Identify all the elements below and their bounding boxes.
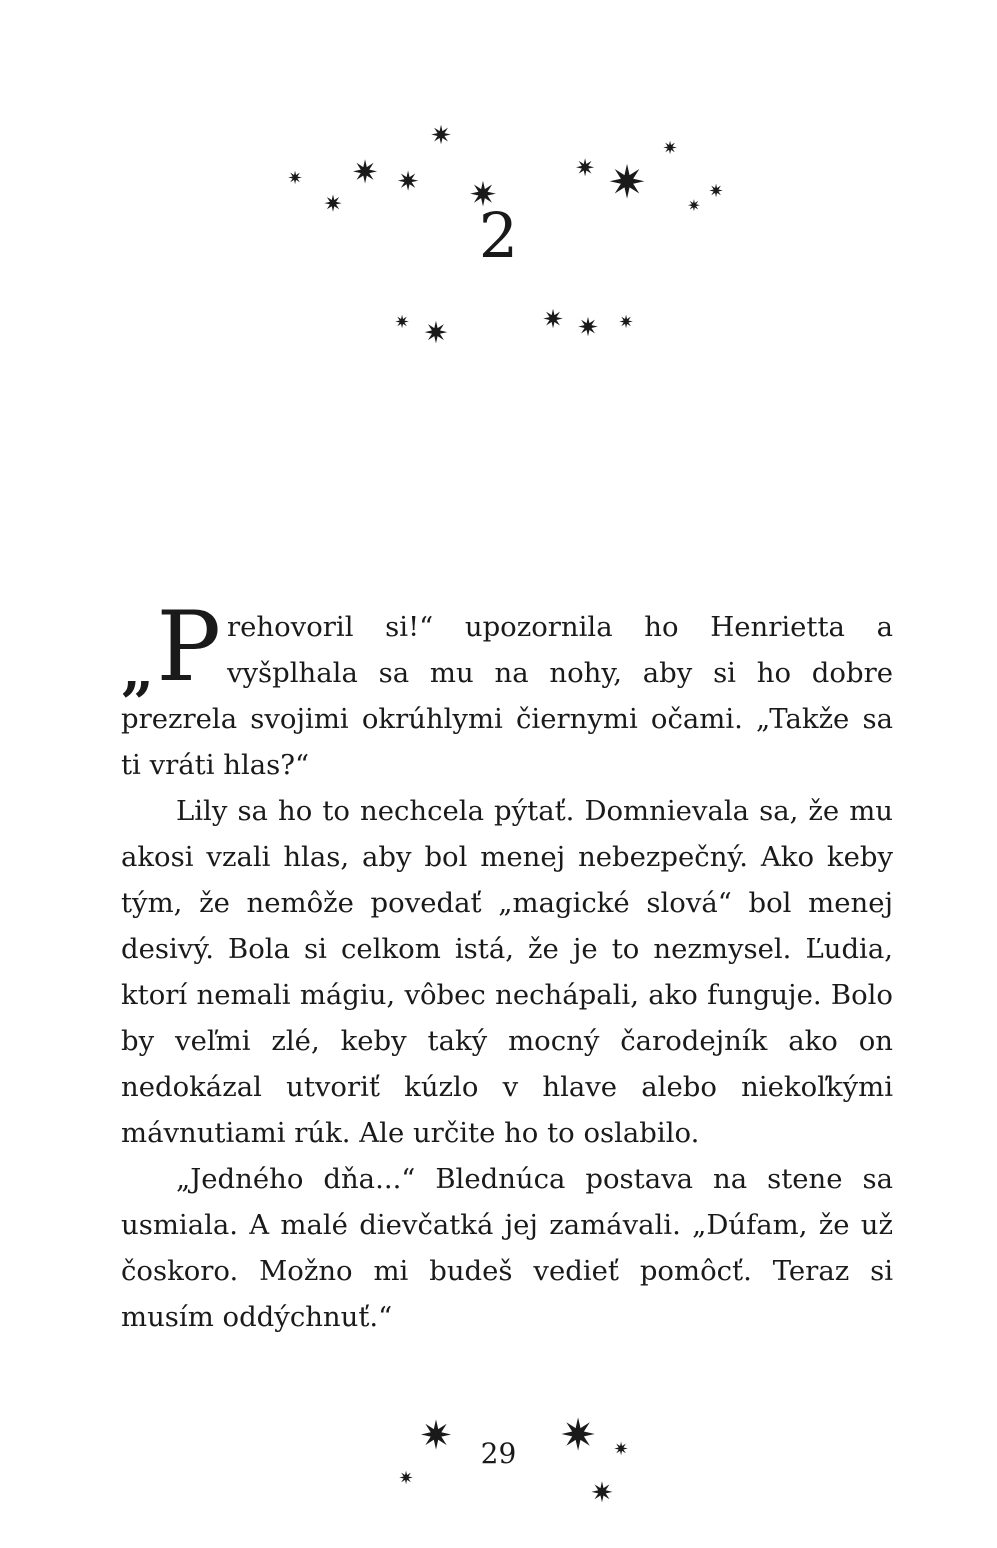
paragraph: [121, 591, 893, 788]
star-icon: ✷: [607, 155, 647, 209]
paragraph-text: rehovoril si!“ upozornila ho Henrietta a vyšplhala sa mu na nohy, aby si ho dobre prezrela svojimi okrúhlymi čiernymi očami. „Takže sa ti vráti hlas?“: [121, 611, 893, 781]
star-icon: ✷: [423, 316, 449, 351]
star-icon: ✷: [468, 175, 498, 215]
star-icon: ✷: [287, 168, 303, 189]
star-icon: ✷: [398, 1468, 414, 1489]
star-icon: ✷: [559, 1410, 597, 1461]
star-icon: ✷: [590, 1476, 614, 1509]
star-icon: ✷: [430, 121, 452, 151]
star-icon: ✷: [577, 313, 599, 343]
star-icon: ✷: [708, 181, 724, 202]
body-text: [121, 591, 893, 1340]
star-icon: ✷: [542, 305, 564, 335]
star-icon: ✷: [662, 138, 678, 159]
drop-cap-quote: „: [121, 635, 155, 704]
star-icon: ✷: [419, 1413, 453, 1459]
drop-cap-letter: P: [156, 591, 221, 704]
paragraph: „Jedného dňa...“ Blednúca postava na stene sa usmiala. A malé dievčatká jej zamávali. „Dúfam, že už čoskoro. Možno mi budeš vedieť pomôcť. Teraz si musím oddýchnuť.“: [121, 1163, 893, 1333]
star-icon: ✷: [351, 153, 379, 191]
star-icon: ✷: [613, 1439, 629, 1460]
page-number: 29: [480, 1437, 517, 1470]
star-icon: ✷: [687, 196, 701, 215]
star-icon: ✷: [396, 166, 420, 198]
star-icon: ✷: [323, 191, 343, 218]
star-icon: ✷: [394, 312, 410, 333]
drop-cap: [121, 591, 221, 704]
paragraph: Lily sa ho to nechcela pýtať. Domnievala sa, že mu akosi vzali hlas, aby bol menej nebezpečný. Ako keby tým, že nemôže povedať „magické slová“ bol menej desivý. Bola si celkom istá, že je to nezmysel. Ľudia, ktorí nemali mágiu, vôbec nechápali, ako funguje. Bolo by veľmi zlé, keby taký mocný čarodejník ako on nedokázal utvoriť kúzlo v hlave alebo niekoľkými mávnutiami rúk. Ale určite ho to oslabilo.: [121, 795, 893, 1149]
chapter-number: 2: [478, 199, 519, 272]
star-icon: ✷: [618, 312, 634, 333]
star-icon: ✷: [574, 154, 596, 182]
